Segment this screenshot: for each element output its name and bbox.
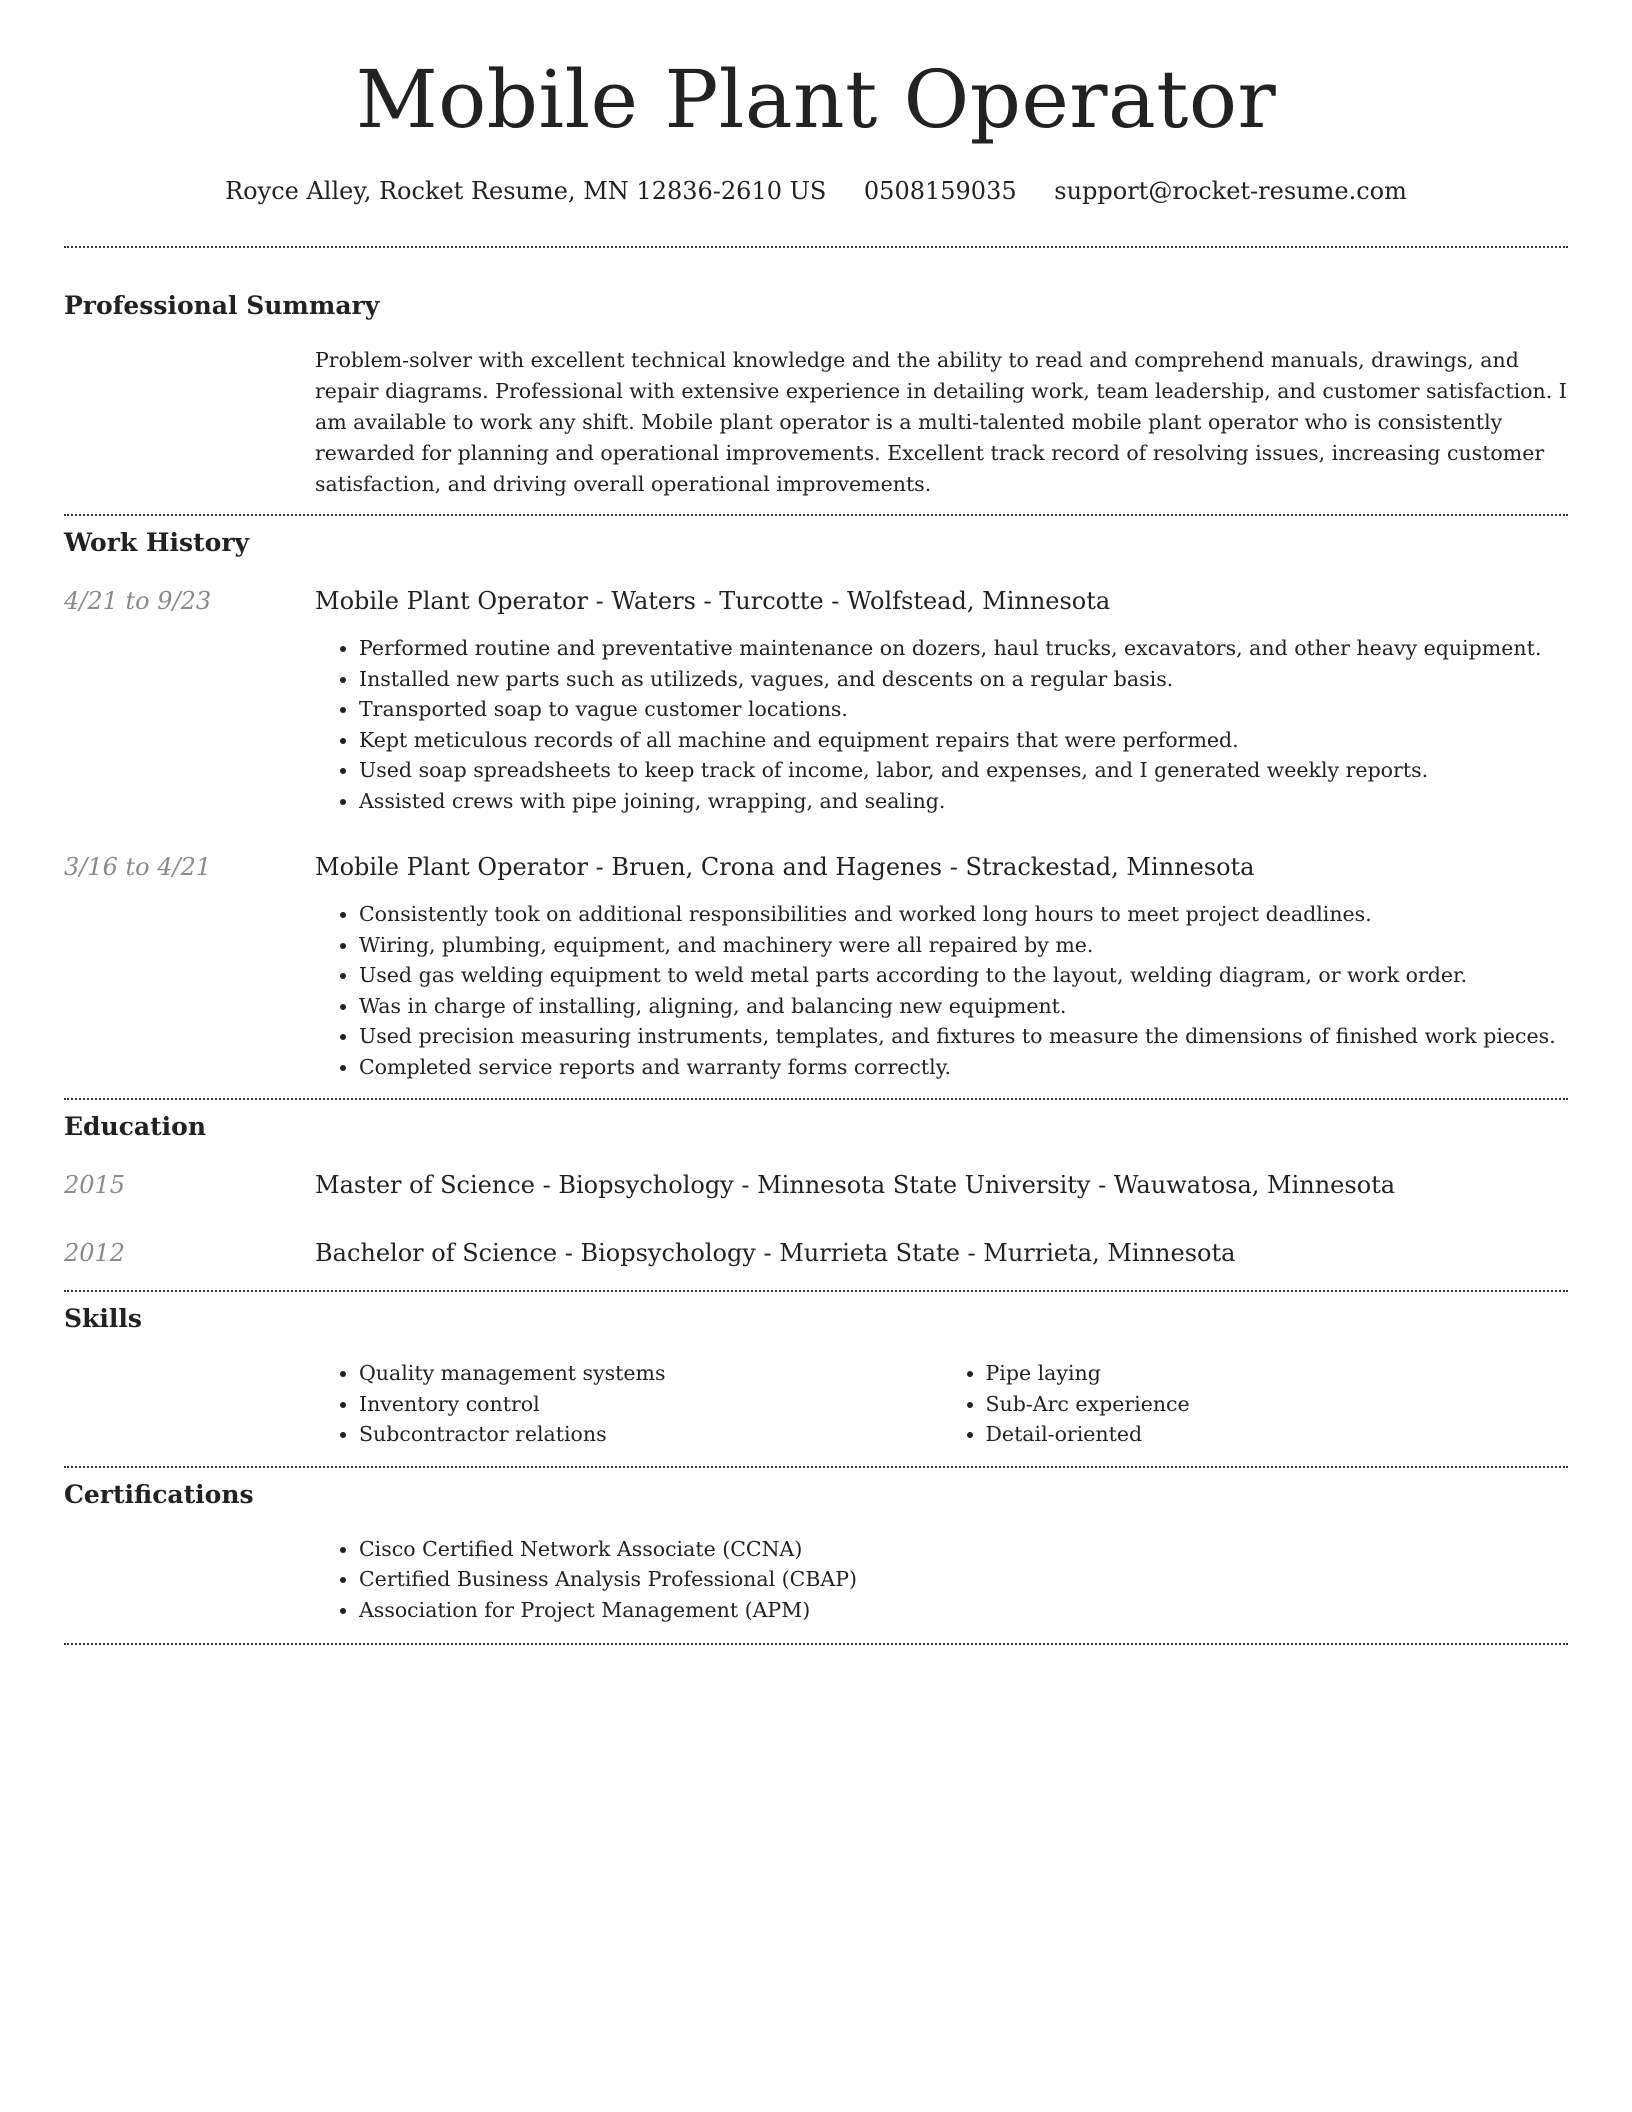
work-history-section: [64, 528, 1568, 1082]
section-divider: [64, 1098, 1568, 1100]
job-dates: 4/21 to 9/23: [64, 587, 212, 615]
job-bullet: • Assisted crews with pipe joining, wrapping, and sealing.: [359, 786, 1568, 817]
contact-line: [64, 176, 1568, 206]
education-section: [64, 1112, 1568, 1268]
job-bullet: • Installed new parts such as utilizeds, vagues, and descents on a regular basis.: [359, 664, 1568, 695]
resume-page: [64, 0, 1568, 1645]
skills-list-right: [942, 1358, 1569, 1450]
skill-item: • Inventory control: [359, 1389, 942, 1420]
section-divider: [64, 514, 1568, 516]
skills-list-left: [315, 1358, 942, 1450]
section-divider: [64, 1643, 1568, 1645]
job-bullet: • Was in charge of installing, aligning, and balancing new equipment.: [359, 991, 1568, 1022]
skills-section: [64, 1304, 1568, 1450]
job-bullet-list: [315, 633, 1568, 816]
education-title: Education: [64, 1112, 207, 1141]
job-dates: 3/16 to 4/21: [64, 853, 212, 881]
certification-item: • Cisco Certified Network Associate (CCNA): [359, 1534, 1568, 1565]
resume-name: Mobile Plant Operator: [355, 53, 1277, 146]
job-entry: [64, 852, 1568, 1082]
education-year: 2012: [64, 1239, 126, 1267]
job-bullet: • Transported soap to vague customer locations.: [359, 694, 1568, 725]
job-bullet: • Used precision measuring instruments, templates, and fixtures to measure the dimensions of finished work pieces.: [359, 1021, 1568, 1052]
work-history-title: Work History: [64, 528, 250, 557]
job-entry: [64, 586, 1568, 816]
skill-item: • Sub-Arc experience: [986, 1389, 1569, 1420]
section-divider: [64, 246, 1568, 248]
job-bullet: • Used gas welding equipment to weld metal parts according to the layout, welding diagram, or work order.: [359, 960, 1568, 991]
job-bullet: • Wiring, plumbing, equipment, and machinery were all repaired by me.: [359, 930, 1568, 961]
job-bullet: • Completed service reports and warranty forms correctly.: [359, 1052, 1568, 1083]
contact-address: Royce Alley, Rocket Resume, MN 12836-2610 US: [225, 177, 827, 205]
certifications-section: [64, 1480, 1568, 1626]
skills-grid: [315, 1358, 1568, 1450]
job-bullet: • Consistently took on additional responsibilities and worked long hours to meet project deadlines.: [359, 899, 1568, 930]
certification-item: • Association for Project Management (APM): [359, 1595, 1568, 1626]
skills-title: Skills: [64, 1304, 142, 1333]
contact-email: support@rocket-resume.com: [1054, 177, 1407, 205]
job-bullet: • Used soap spreadsheets to keep track of income, labor, and expenses, and I generated weekly reports.: [359, 755, 1568, 786]
job-heading: Mobile Plant Operator - Bruen, Crona and Hagenes - Strackestad, Minnesota: [315, 853, 1255, 881]
job-heading: Mobile Plant Operator - Waters - Turcotte - Wolfstead, Minnesota: [315, 587, 1111, 615]
summary-text: Problem-solver with excellent technical knowledge and the ability to read and comprehend manuals, drawings, and repair diagrams. Professional with extensive experience in detailing work, team leadership, and customer satisfaction. I am available to work any shift. Mobile plant operator is a multi-talented mobile plant operator who is consistently rewarded for planning and operational improvements. Excellent track record of resolving issues, increasing customer satisfaction, and driving overall operational improvements.: [315, 348, 1567, 496]
certification-item: • Certified Business Analysis Professional (CBAP): [359, 1564, 1568, 1595]
skill-item: • Pipe laying: [986, 1358, 1569, 1389]
section-divider: [64, 1466, 1568, 1468]
education-entry: [64, 1238, 1568, 1268]
job-bullet: • Performed routine and preventative maintenance on dozers, haul trucks, excavators, and other heavy equipment.: [359, 633, 1568, 664]
education-heading: Bachelor of Science - Biopsychology - Murrieta State - Murrieta, Minnesota: [315, 1239, 1236, 1267]
summary-section: [64, 291, 1568, 500]
skill-item: • Subcontractor relations: [359, 1419, 942, 1450]
education-entry: [64, 1170, 1568, 1200]
certifications-title: Certifications: [64, 1479, 254, 1509]
section-divider: [64, 1290, 1568, 1292]
job-bullet-list: [315, 899, 1568, 1082]
education-heading: Master of Science - Biopsychology - Minnesota State University - Wauwatosa, Minnesota: [315, 1171, 1396, 1199]
summary-title: Professional Summary: [64, 291, 380, 320]
contact-phone: 0508159035: [863, 177, 1017, 205]
skill-item: • Detail-oriented: [986, 1419, 1569, 1450]
skill-item: • Quality management systems: [359, 1358, 942, 1389]
education-year: 2015: [64, 1171, 126, 1199]
certifications-list: [315, 1534, 1568, 1626]
job-bullet: • Kept meticulous records of all machine and equipment repairs that were performed.: [359, 725, 1568, 756]
